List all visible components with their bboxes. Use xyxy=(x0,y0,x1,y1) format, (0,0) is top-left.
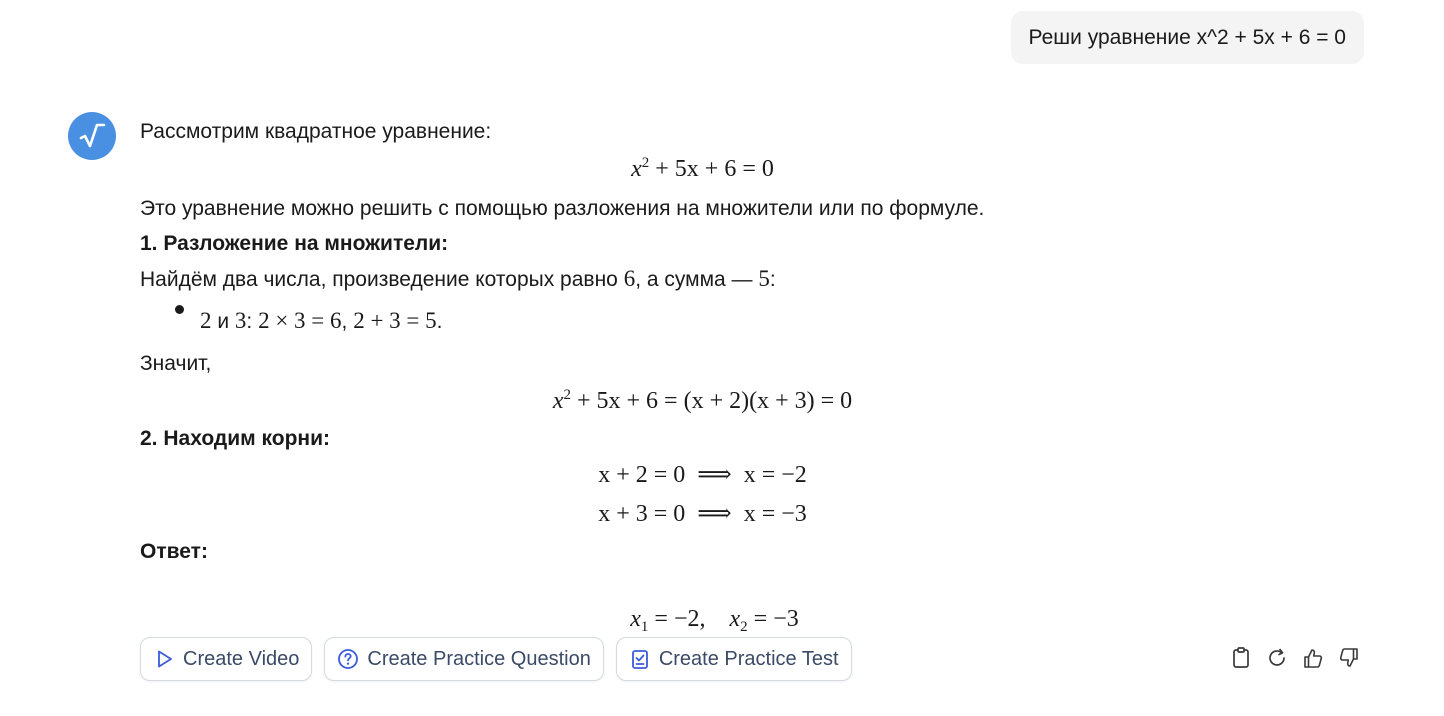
create-practice-question-button[interactable] xyxy=(324,637,603,681)
create-practice-question-label: Create Practice Question xyxy=(367,647,591,670)
thumbs-up-icon xyxy=(1302,646,1324,670)
step1-text xyxy=(140,265,776,294)
bullet-n2: 3 xyxy=(234,308,247,333)
bullet-colon: : xyxy=(246,310,259,333)
intro-text: Рассмотрим квадратное уравнение: xyxy=(140,120,492,143)
root2-equation: x + 3 = 0 ⟹ x = −3 xyxy=(598,501,807,527)
question-circle-icon xyxy=(337,648,359,670)
bullet-dot xyxy=(175,305,184,314)
thumbs-up-button[interactable] xyxy=(1302,646,1324,670)
thumbs-down-button[interactable] xyxy=(1338,646,1360,670)
response-toolbar xyxy=(1230,646,1360,670)
action-buttons xyxy=(140,637,852,681)
step2-heading: 2. Находим корни: xyxy=(140,427,330,450)
bullet-and: и xyxy=(211,310,235,333)
step1-text-b: , а сумма — xyxy=(635,268,759,291)
square-root-icon xyxy=(77,121,107,151)
therefore-text: Значит, xyxy=(140,352,212,375)
step1-text-c: : xyxy=(769,268,776,291)
create-practice-test-label: Create Practice Test xyxy=(658,647,839,670)
root1-equation: x + 2 = 0 ⟹ x = −2 xyxy=(598,462,807,488)
create-video-label: Create Video xyxy=(183,647,300,670)
answer-heading: Ответ: xyxy=(140,540,208,563)
equation-main-rest: + 5x + 6 = 0 xyxy=(649,156,774,182)
method-text: Это уравнение можно решить с помощью разложения на множители или по формуле. xyxy=(140,197,985,220)
user-message-text: Реши уравнение x^2 + 5x + 6 = 0 xyxy=(1028,25,1346,49)
play-icon xyxy=(153,648,175,670)
copy-icon xyxy=(1230,646,1252,670)
create-practice-test-button[interactable] xyxy=(616,637,852,681)
bullet-sum-expr: 2 + 3 = 5 xyxy=(353,308,437,333)
regenerate-button[interactable] xyxy=(1266,646,1288,670)
equation-factored-rest: + 5x + 6 = (x + 2)(x + 3) = 0 xyxy=(570,388,853,414)
step1-sum-number: 5 xyxy=(758,266,770,291)
bullet-product-expr: 2 × 3 = 6 xyxy=(258,308,342,333)
test-clipboard-icon xyxy=(629,648,651,670)
bullet-comma: , xyxy=(341,310,354,333)
bullet-n1: 2 xyxy=(200,308,212,333)
equation-factored: $x^2 + 5x + 6 = (x + 2)(x + 3) = 0$ xyxy=(552,387,853,414)
create-video-button[interactable] xyxy=(140,637,312,681)
copy-button[interactable] xyxy=(1230,646,1252,670)
step1-heading: 1. Разложение на множители: xyxy=(140,232,449,255)
step1-product-number: 6 xyxy=(623,266,636,291)
regenerate-icon xyxy=(1266,646,1288,670)
bullet-item xyxy=(200,307,443,336)
equation-main: $x^2 + 5x + 6 = 0$ xyxy=(631,155,774,182)
assistant-avatar xyxy=(68,112,116,160)
bullet-period: . xyxy=(436,310,443,333)
thumbs-down-icon xyxy=(1338,646,1360,670)
final-x1-value: = −2, xyxy=(648,606,706,632)
step1-text-a: Найдём два числа, произведение которых равно xyxy=(140,268,624,291)
final-x2-value: = −3 xyxy=(747,606,799,632)
final-answer: $x_1 = -2$, $x_2 = -3$ xyxy=(630,606,799,635)
assistant-answer xyxy=(140,0,1365,716)
